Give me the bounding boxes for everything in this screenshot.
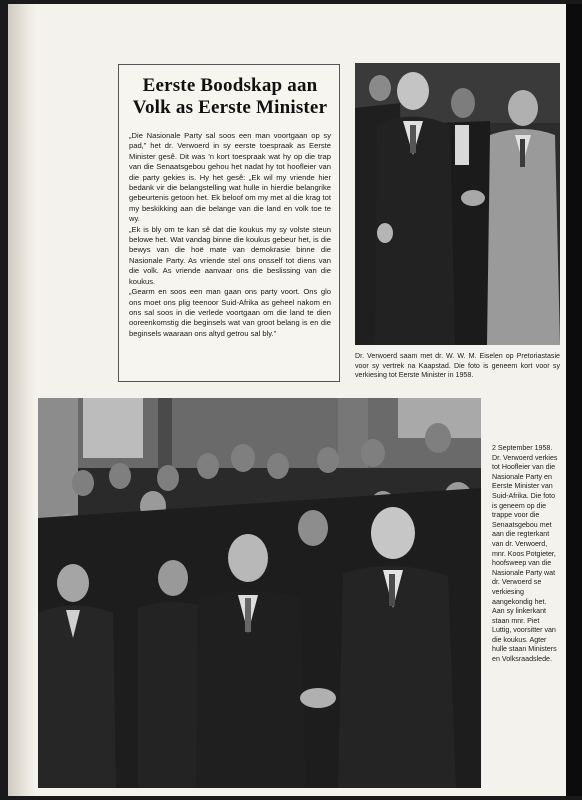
article-paragraph-3: „Gearm en soos een man gaan ons party voort. Ons glo ons moet ons plig teenoor Suid-Afrika as geheel nakom en ons sal soos in die verlede voortgaan om die land te dien ooreenkomstig die beginsels wat van groot belang is en die beginsels waaraan ons altyd getrou sal bly.” [129, 287, 331, 338]
photo-senate-steps-image [38, 398, 481, 788]
photo-verwoerd-eiselen-image [355, 63, 560, 345]
caption-bottom-photo: 2 September 1958. Dr. Verwoerd verkies tot Hoofleier van die Nasionale Party en Eerste Minister van Suid-Afrika. Die foto is geneem op die trappe voor die Senaatsgebou met aan die regterkant van dr. Verwoerd, mnr. Koos Potgieter, hoofsweep van die Nasionale Party wat dr. Verwoerd se verkiesing aangekondig het. Aan sy linkerkant staan mnr. Piet Luttig, voorsitter van die koukus. Agter hulle staan Ministers en Volksraadslede. [492, 444, 558, 664]
article-paragraph-1: „Die Nasionale Party sal soos een man voortgaan op sy pad,” het dr. Verwoerd in sy eerste toespraak as Eerste Minister gesê. Dit was ’n kort toespraak wat hy op die trap van die Senaatsgebou gehou het nadat hy tot hoofleier van die party gekies is. Hy het gesê: „Ek wil my vriende hier bedank vir die belangstelling wat hulle in hierdie belangrike gebeurtenis getoon het. Ek beloof om my met al die krag tot my beskikking aan die belange van die land en volk toe te wy. [129, 131, 331, 224]
article-box [118, 64, 340, 382]
article-title-line-1: Eerste Boodskap aan [142, 75, 318, 96]
page-spine-shadow [8, 4, 36, 796]
photo-verwoerd-eiselen [355, 63, 560, 345]
photo-senate-steps [38, 398, 481, 788]
article-title [129, 75, 331, 119]
article-paragraph-2: „Ek is bly om te kan sê dat die koukus my sy volste steun belowe het. Wat vandag binne die koukus gebeur het, is die bewys van die hoë mate van demokrasie binne die Nasionale Party. As vriende stel ons onsself tot diens van die volk. As vriende aanvaar ons die beslissing van die koukus. [129, 224, 331, 286]
caption-top-photo: Dr. Verwoerd saam met dr. W. W. M. Eiselen op Pretoriastasie voor sy vertrek na Kaapstad. Die foto is geneem kort voor sy verkiesing tot Eerste Minister in 1958. [355, 352, 560, 380]
article-title-line-2: Volk as Eerste Minister [132, 97, 328, 118]
scan-edge [566, 4, 582, 796]
